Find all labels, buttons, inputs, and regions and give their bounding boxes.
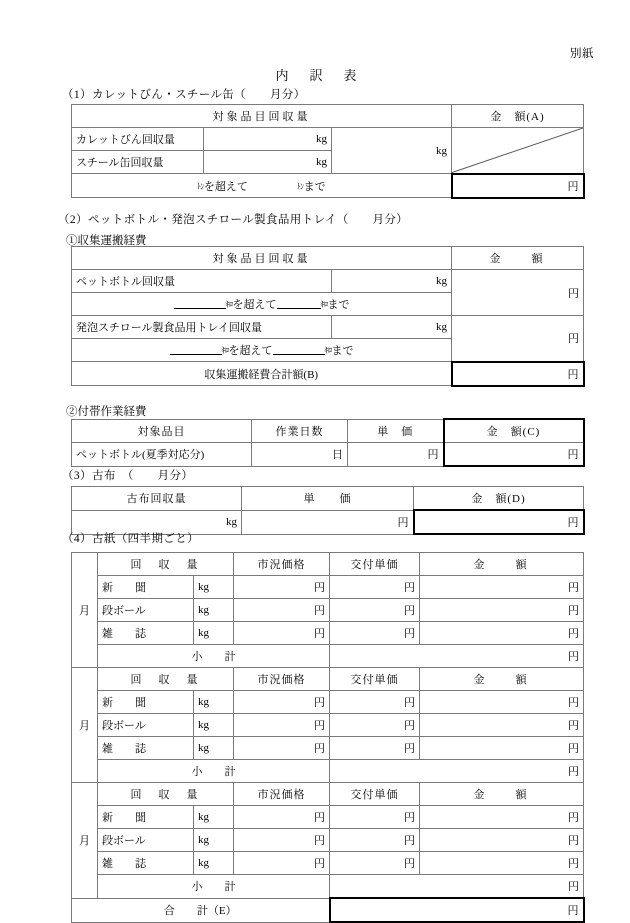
kilo-unit-2: ｷﾛ (320, 300, 328, 309)
section2-row1-label: 発泡スチロール製食品用トレイ回収量 (72, 316, 332, 339)
table-row (72, 760, 584, 783)
range-blank-3[interactable] (170, 344, 222, 355)
section1-total-qty[interactable]: kg (332, 128, 452, 174)
section2-row0-range[interactable] (72, 293, 452, 316)
q1-item0-amount[interactable]: 円 (420, 576, 584, 599)
q1-item1-amount[interactable]: 円 (420, 599, 584, 622)
kilo-unit-1: ｷﾛ (225, 300, 233, 309)
q1-item2-amount[interactable]: 円 (420, 622, 584, 645)
section2-header-item: 対象品目回収量 (72, 247, 452, 270)
range-end-2: まで (331, 345, 354, 357)
table-row (72, 714, 584, 737)
q2-subtotal-label: 小 計 (98, 760, 330, 783)
table-row (72, 270, 584, 293)
table-row (72, 128, 584, 151)
q3-item2-label: 雑 誌 (98, 852, 194, 875)
section1-row1-label: スチール缶回収量 (72, 151, 204, 174)
section2-row0-amount[interactable]: 円 (452, 270, 584, 316)
section3-caption: （3）古布 （ 月分） (62, 470, 194, 482)
section2-header-amount: 金 額 (452, 247, 584, 270)
grand-total-amount-e[interactable]: 円 (330, 898, 584, 922)
q1-item2-qty[interactable]: kg (194, 622, 234, 645)
table-row (72, 443, 584, 467)
q1-subtotal-label: 小 計 (98, 645, 330, 668)
section2-row1-amount[interactable]: 円 (452, 316, 584, 362)
table-row (72, 419, 584, 443)
section2-row1-range[interactable] (72, 339, 452, 362)
q2-item0-qty[interactable]: kg (194, 691, 234, 714)
section3-table (71, 486, 585, 535)
section1-header-amount: 金 額(A) (452, 105, 584, 128)
sub2-header-price: 単 価 (348, 419, 444, 443)
q3-item0-market[interactable]: 円 (234, 806, 330, 829)
section2-row0-label: ペットボトル回収量 (72, 270, 332, 293)
range-blank-2[interactable] (277, 298, 321, 309)
q3-item1-qty[interactable]: kg (194, 829, 234, 852)
q2-header-qty: 回 収 量 (98, 668, 234, 691)
q1-item1-qty[interactable]: kg (194, 599, 234, 622)
table-row (72, 576, 584, 599)
q2-item1-market[interactable]: 円 (234, 714, 330, 737)
q3-item0-label: 新 聞 (98, 806, 194, 829)
q3-header-amount: 金 額 (420, 783, 584, 806)
q1-month-cell[interactable]: 月 (72, 553, 98, 668)
q1-subtotal-amount[interactable]: 円 (330, 645, 584, 668)
q2-item1-amount[interactable]: 円 (420, 714, 584, 737)
q3-month-cell[interactable]: 月 (72, 783, 98, 899)
q2-item0-label: 新 聞 (98, 691, 194, 714)
section2-extrawork-table (71, 418, 585, 467)
table-row (72, 806, 584, 829)
section2-total-label: 収集運搬経費合計額(B) (72, 362, 452, 386)
sub2-header-amount: 金 額(C) (444, 419, 584, 443)
q1-header-amount: 金 額 (420, 553, 584, 576)
q2-item0-market[interactable]: 円 (234, 691, 330, 714)
section4-table (71, 552, 585, 923)
q3-item2-amount[interactable]: 円 (420, 852, 584, 875)
table-row (72, 898, 584, 922)
section3-row-qty[interactable]: kg (72, 510, 242, 534)
corner-label: 別紙 (570, 48, 594, 60)
sub2-header-item: 対象品目 (72, 419, 252, 443)
sub2-row-days[interactable]: 日 (252, 443, 348, 467)
table-row (72, 362, 584, 386)
table-row (72, 691, 584, 714)
sub2-row-price[interactable]: 円 (348, 443, 444, 467)
kilo-unit-4: ｷﾛ (324, 346, 332, 355)
section1-caption: （1）カレットびん・スチール缶（ 月分） (62, 89, 306, 101)
sub2-row-label: ペットボトル(夏季対応分) (72, 443, 252, 467)
section1-range-suffix-unit: ﾄﾝ (296, 181, 304, 191)
section2-total-b[interactable]: 円 (452, 362, 584, 386)
table-row (72, 599, 584, 622)
q1-header-market: 市況価格 (234, 553, 330, 576)
q2-item2-label: 雑 誌 (98, 737, 194, 760)
q1-item1-label: 段ボール (98, 599, 194, 622)
q2-header-market: 市況価格 (234, 668, 330, 691)
section2-row0-qty[interactable]: kg (332, 270, 452, 293)
q2-item2-qty[interactable]: kg (194, 737, 234, 760)
q3-item1-grant[interactable]: 円 (330, 829, 420, 852)
table-row (72, 668, 584, 691)
page-title: 内 訳 表 (275, 68, 361, 83)
q1-item1-grant[interactable]: 円 (330, 599, 420, 622)
table-row (72, 783, 584, 806)
section3-header-price: 単 価 (242, 487, 414, 511)
section1-range-end: まで (303, 180, 326, 193)
table-row (72, 645, 584, 668)
grand-total-label: 合 計（E） (72, 898, 330, 922)
q3-item0-qty[interactable]: kg (194, 806, 234, 829)
q1-header-qty: 回 収 量 (98, 553, 234, 576)
q2-item0-grant[interactable]: 円 (330, 691, 420, 714)
section1-range-row[interactable] (72, 174, 452, 198)
q2-month-cell[interactable]: 月 (72, 668, 98, 783)
q2-header-amount: 金 額 (420, 668, 584, 691)
table-row (72, 487, 584, 511)
section1-range-mid: を超えて (203, 180, 248, 193)
section3-header-amount: 金 額(D) (414, 487, 584, 511)
section1-header-item: 対象品目回収量 (72, 105, 452, 128)
q1-item2-market[interactable]: 円 (234, 622, 330, 645)
section1-row0-qty[interactable]: kg (204, 128, 332, 151)
table-row (72, 316, 584, 339)
q2-item2-market[interactable]: 円 (234, 737, 330, 760)
section2-caption: （2）ペットボトル・発泡スチロール製食品用トレイ（ 月分） (58, 214, 409, 226)
range-blank-1[interactable] (174, 298, 226, 309)
sub2-row-amount-c[interactable]: 円 (444, 443, 584, 467)
q3-subtotal-amount[interactable]: 円 (330, 875, 584, 899)
q3-subtotal-label: 小 計 (98, 875, 330, 899)
q1-item0-label: 新 聞 (98, 576, 194, 599)
q3-header-market: 市況価格 (234, 783, 330, 806)
section2-transport-table (71, 246, 585, 387)
section4-caption: （4）古紙（四半期ごと） (62, 533, 200, 545)
q3-header-qty: 回 収 量 (98, 783, 234, 806)
section3-header-qty: 古布回収量 (72, 487, 242, 511)
q3-item0-grant[interactable]: 円 (330, 806, 420, 829)
section3-row-price[interactable]: 円 (242, 510, 414, 534)
section1-row0-label: カレットびん回収量 (72, 128, 204, 151)
range-blank-4[interactable] (273, 344, 325, 355)
q1-item1-market[interactable]: 円 (234, 599, 330, 622)
table-row (72, 105, 584, 128)
section2-row1-qty[interactable]: kg (332, 316, 452, 339)
q1-item0-grant[interactable]: 円 (330, 576, 420, 599)
table-row (72, 622, 584, 645)
table-row (72, 829, 584, 852)
q1-header-grant: 交付単価 (330, 553, 420, 576)
q2-header-grant: 交付単価 (330, 668, 420, 691)
section1-table (71, 104, 585, 199)
table-row (72, 875, 584, 899)
q3-item1-market[interactable]: 円 (234, 829, 330, 852)
q3-item2-market[interactable]: 円 (234, 852, 330, 875)
section3-row-amount-d[interactable]: 円 (414, 510, 584, 534)
q2-item1-qty[interactable]: kg (194, 714, 234, 737)
diagonal-slash-icon (452, 128, 583, 173)
section1-amount-slash-cell (452, 128, 584, 174)
section1-range-prefix-unit: ﾄﾝ (196, 181, 204, 191)
table-row (72, 737, 584, 760)
q2-item2-amount[interactable]: 円 (420, 737, 584, 760)
kilo-unit-3: ｷﾛ (221, 346, 229, 355)
range-mid-2: を超えて (228, 345, 273, 357)
section2-sub2-caption: ②付帯作業経費 (66, 406, 147, 418)
range-mid-1: を超えて (232, 299, 277, 311)
section1-amount-a[interactable]: 円 (452, 174, 584, 198)
q3-item2-grant[interactable]: 円 (330, 852, 420, 875)
q1-item0-qty[interactable]: kg (194, 576, 234, 599)
table-row (72, 247, 584, 270)
q2-item0-amount[interactable]: 円 (420, 691, 584, 714)
q1-item2-grant[interactable]: 円 (330, 622, 420, 645)
q3-item1-label: 段ボール (98, 829, 194, 852)
table-row (72, 852, 584, 875)
q3-item2-qty[interactable]: kg (194, 852, 234, 875)
q2-subtotal-amount[interactable]: 円 (330, 760, 584, 783)
q2-item2-grant[interactable]: 円 (330, 737, 420, 760)
q3-item0-amount[interactable]: 円 (420, 806, 584, 829)
range-end-1: まで (327, 299, 350, 311)
section2-sub1-caption: ①収集運搬経費 (66, 235, 147, 247)
q2-item1-label: 段ボール (98, 714, 194, 737)
table-row (72, 553, 584, 576)
q1-item0-market[interactable]: 円 (234, 576, 330, 599)
section1-row1-qty[interactable]: kg (204, 151, 332, 174)
q1-item2-label: 雑 誌 (98, 622, 194, 645)
table-row (72, 174, 584, 198)
q2-item1-grant[interactable]: 円 (330, 714, 420, 737)
q3-item1-amount[interactable]: 円 (420, 829, 584, 852)
q3-header-grant: 交付単価 (330, 783, 420, 806)
sub2-header-days: 作業日数 (252, 419, 348, 443)
